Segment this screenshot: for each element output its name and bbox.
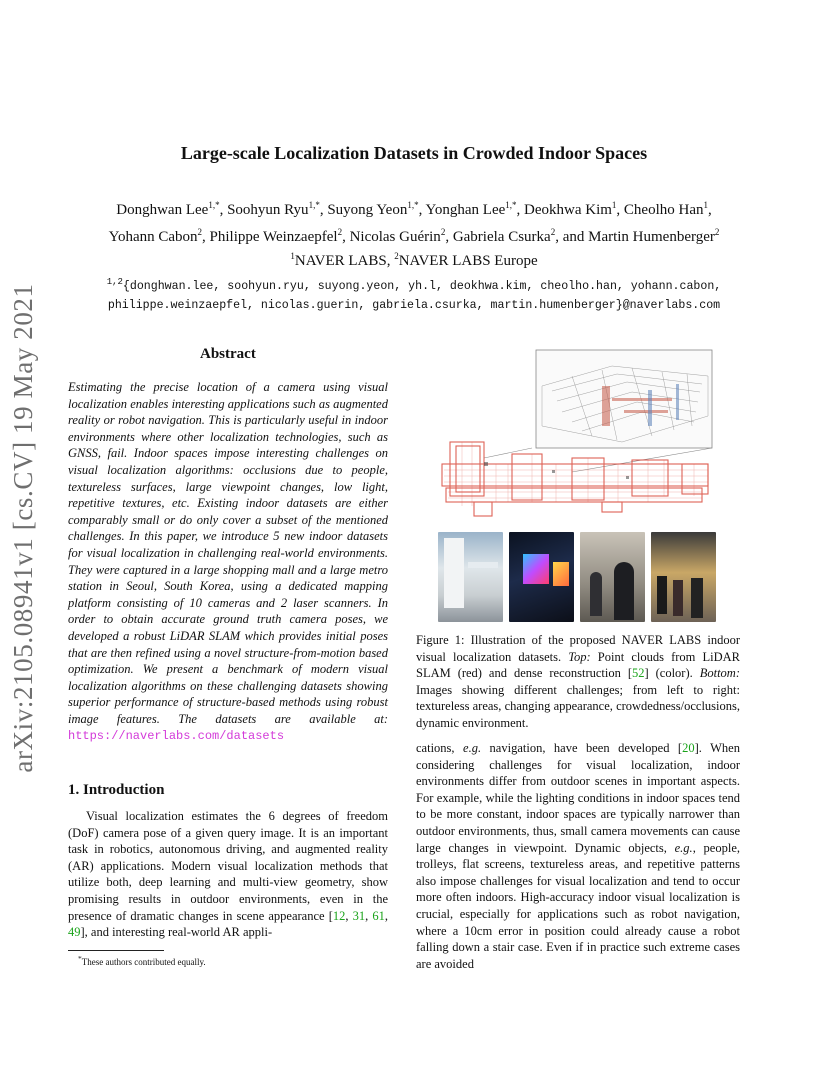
introduction-text: Visual localization estimates the 6 degrees of freedom (DoF) camera pose of a given query image. It is an important task in robotics, autonomous driving, and augmented reality (AR) applications. Modern visual localization methods that utilize both, deep learning and multi-view geometry, show promising results in outdoor environments, even in the presence of dramatic changes in scene appearance [12, 31, 61, 49], and interesting real-world AR appli- [68, 809, 389, 940]
affiliations: $^1$NAVER LABS, $^2$NAVER LABS Europe [290, 251, 538, 269]
email-list [70, 273, 758, 315]
point-cloud-figure [412, 346, 742, 526]
photo-textureless [438, 532, 503, 622]
author-line-1: Donghwan Lee$^{1,*}$, Soohyun Ryu$^{1,*}$, Suyong Yeon$^{1,*}$, Yonghan Lee$^{1,*}$, Deokhwa Kim$^1$, Cheolho Han$^1$, [116, 200, 712, 218]
author-list [60, 194, 768, 248]
introduction-continued: cations, e.g. navigation, have been developed [20]. When considering challenges for visual localization, indoor environments differ from outdoor scenes in important aspects. For example, while the lighting conditions in indoor spaces tend to be more constant, indoor spaces are typically narrower than outdoor environments, thus, small camera movements can cause large changes in viewpoint. Dynamic objects, e.g., people, trolleys, flat screens, textureless areas, and repetitive patterns also impose challenges for visual localization and tend to occur more often indoors. High-accuracy indoor visual localization is crucial, especially for applications such as robot navigation, where a 10cm error in position could already cause a robot falling down a stair case. Even if in practice such extreme cases are avoided [416, 741, 740, 971]
footnote: *These authors contributed equally. [78, 954, 206, 967]
figure-1-caption: Figure 1: Illustration of the proposed NAVER LABS indoor visual localization datasets. Top: Point clouds from LiDAR SLAM (red) and dense reconstruction [52] (color). Bottom: Images showing different challenges; from left to right: textureless areas, changing appearance, crowdedness/occlusions, dynamic environment. [416, 633, 740, 730]
photo-changing-appearance [509, 532, 574, 622]
abstract-text: Estimating the precise location of a camera using visual localization enables interesting applications such as augmented reality or robot navigation. This is particularly useful in indoor environments where other localization technologies, such as GNSS, fail. Indoor spaces impose interesting challenges on visual localization algorithms: occlusions due to people, textureless surfaces, large viewpoint changes, low light, repetitive textures, etc. Existing indoor datasets are either comparably small or do only cover a subset of the mentioned challenges. In this paper, we introduce 5 new indoor datasets for visual localization in challenging real-world environments. They were captured in a large shopping mall and a large metro station in Seoul, South Korea, using a dedicated mapping platform consisting of 10 cameras and 2 laser scanners. In order to obtain accurate ground truth camera poses, we developed a robust LiDAR SLAM which provides initial poses that are then refined using a novel structure-from-motion based optimization. We present a benchmark of modern visual localization algorithms on these challenging datasets showing superior performance of structure-based methods using robust image features. The datasets are available at: [68, 380, 388, 726]
arxiv-identifier: arXiv:2105.08941v1 [cs.CV] 19 May 2021 [8, 283, 38, 773]
abstract-body [68, 379, 388, 745]
email-line-2: philippe.weinzaepfel, nicolas.guerin, gabriela.csurka, martin.humenberger}@naverlabs.com [107, 298, 721, 312]
abstract-heading: Abstract [200, 346, 256, 362]
lidar-point-cloud-map [442, 442, 708, 516]
author-line-2: Yohann Cabon$^2$, Philippe Weinzaepfel$^2$, Nicolas Guérin$^2$, Gabriela Csurka$^2$, and Martin Humenberger$^2$ [108, 227, 720, 245]
footnote-rule [68, 950, 164, 951]
email-line-1: $^{1,2}${donghwan.lee, soohyun.ryu, suyong.yeon, yh.l, deokhwa.kim, cheolho.han, yohann.cabon, [106, 277, 722, 293]
figure-1 [412, 346, 742, 626]
introduction-heading: 1. Introduction [68, 782, 165, 798]
photo-dynamic-environment [651, 532, 716, 622]
dataset-link[interactable]: https://naverlabs.com/datasets [68, 729, 285, 744]
photo-crowdedness [580, 532, 645, 622]
paper-title: Large-scale Localization Datasets in Crowded Indoor Spaces [180, 143, 648, 163]
